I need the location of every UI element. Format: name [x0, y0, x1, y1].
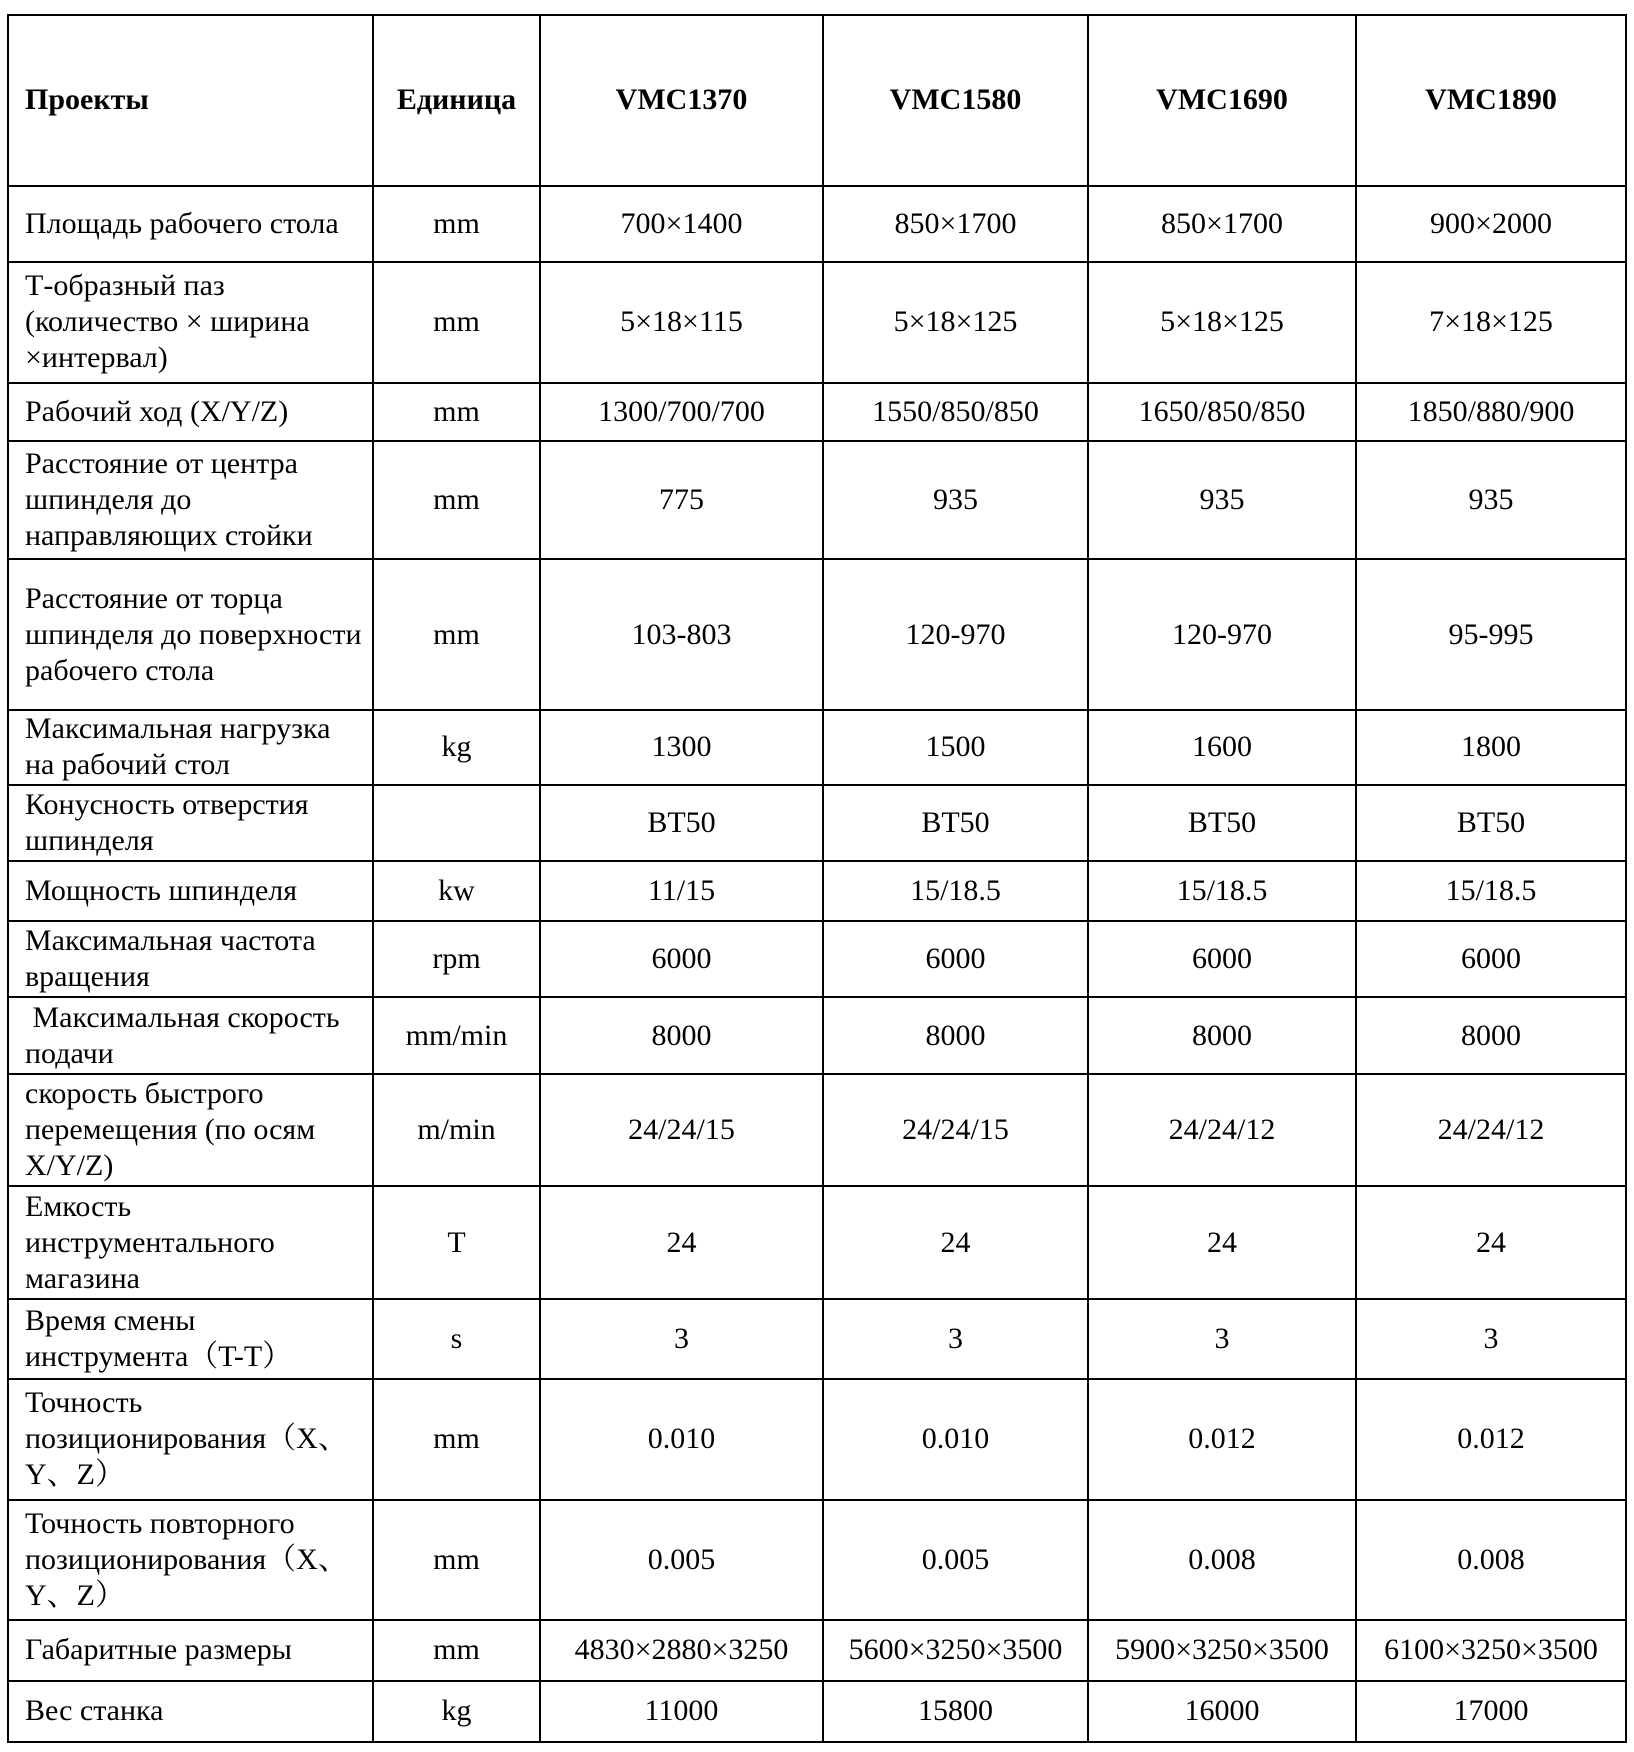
table-row [8, 1681, 1626, 1742]
value-cell: 0.010 [540, 1379, 823, 1500]
spec-table [7, 14, 1627, 1743]
unit-cell [373, 785, 540, 861]
param-cell: Точность повторного позиционирования（X、Y、Z） [8, 1500, 373, 1621]
value-cell: 1550/850/850 [823, 383, 1088, 441]
value-cell: 5×18×125 [823, 262, 1088, 383]
value-cell: BT50 [823, 785, 1088, 861]
value-cell: 0.012 [1088, 1379, 1356, 1500]
value-cell: 15/18.5 [1088, 861, 1356, 921]
param-cell: Конусность отверстия шпинделя [8, 785, 373, 861]
unit-cell: mm [373, 559, 540, 710]
table-row [8, 559, 1626, 710]
value-cell: 6100×3250×3500 [1356, 1620, 1626, 1680]
value-cell: 15/18.5 [1356, 861, 1626, 921]
header-cell-vmc1370: VMC1370 [540, 15, 823, 186]
value-cell: 8000 [540, 997, 823, 1073]
value-cell: 1650/850/850 [1088, 383, 1356, 441]
unit-cell: mm [373, 262, 540, 383]
header-cell-vmc1580: VMC1580 [823, 15, 1088, 186]
value-cell: 24/24/15 [823, 1074, 1088, 1187]
value-cell: BT50 [1356, 785, 1626, 861]
value-cell: 0.008 [1356, 1500, 1626, 1621]
value-cell: 8000 [823, 997, 1088, 1073]
value-cell: BT50 [540, 785, 823, 861]
param-cell: Точность позиционирования（X、Y、Z） [8, 1379, 373, 1500]
value-cell: 3 [1356, 1299, 1626, 1379]
value-cell: 24 [1356, 1186, 1626, 1299]
value-cell: 103-803 [540, 559, 823, 710]
unit-cell: mm/min [373, 997, 540, 1073]
table-row [8, 861, 1626, 921]
unit-cell: mm [373, 441, 540, 560]
param-cell: Т-образный паз (количество × ширина ×интервал) [8, 262, 373, 383]
header-row [8, 15, 1626, 186]
param-cell: Мощность шпинделя [8, 861, 373, 921]
value-cell: 11000 [540, 1681, 823, 1742]
param-cell: Расстояние от торца шпинделя до поверхности рабочего стола [8, 559, 373, 710]
unit-cell: mm [373, 1500, 540, 1621]
value-cell: 850×1700 [823, 186, 1088, 262]
table-row [8, 383, 1626, 441]
value-cell: 24/24/15 [540, 1074, 823, 1187]
value-cell: 3 [1088, 1299, 1356, 1379]
value-cell: 935 [1356, 441, 1626, 560]
value-cell: 1800 [1356, 710, 1626, 784]
value-cell: 0.010 [823, 1379, 1088, 1500]
table-row [8, 1379, 1626, 1500]
unit-cell: kg [373, 1681, 540, 1742]
value-cell: 24 [823, 1186, 1088, 1299]
value-cell: 3 [540, 1299, 823, 1379]
table-row [8, 1186, 1626, 1299]
header-cell-vmc1690: VMC1690 [1088, 15, 1356, 186]
param-cell: Максимальная нагрузка на рабочий стол [8, 710, 373, 784]
value-cell: 120-970 [1088, 559, 1356, 710]
table-row [8, 710, 1626, 784]
value-cell: 935 [823, 441, 1088, 560]
unit-cell: m/min [373, 1074, 540, 1187]
table-row [8, 1074, 1626, 1187]
value-cell: 8000 [1088, 997, 1356, 1073]
table-row [8, 1620, 1626, 1680]
param-cell: Площадь рабочего стола [8, 186, 373, 262]
value-cell: 6000 [823, 921, 1088, 997]
param-cell: Максимальная частота вращения [8, 921, 373, 997]
unit-cell: s [373, 1299, 540, 1379]
value-cell: 17000 [1356, 1681, 1626, 1742]
unit-cell: rpm [373, 921, 540, 997]
value-cell: 11/15 [540, 861, 823, 921]
param-cell: Емкость инструментального магазина [8, 1186, 373, 1299]
value-cell: 16000 [1088, 1681, 1356, 1742]
param-cell: Максимальная скорость подачи [8, 997, 373, 1073]
value-cell: 935 [1088, 441, 1356, 560]
value-cell: 775 [540, 441, 823, 560]
value-cell: 5600×3250×3500 [823, 1620, 1088, 1680]
param-cell: скорость быстрого перемещения (по осям X/Y/Z) [8, 1074, 373, 1187]
value-cell: 1850/880/900 [1356, 383, 1626, 441]
value-cell: 1300 [540, 710, 823, 784]
unit-cell: mm [373, 383, 540, 441]
table-row [8, 262, 1626, 383]
unit-cell: T [373, 1186, 540, 1299]
value-cell: 0.008 [1088, 1500, 1356, 1621]
value-cell: 5×18×115 [540, 262, 823, 383]
value-cell: 120-970 [823, 559, 1088, 710]
value-cell: 0.012 [1356, 1379, 1626, 1500]
value-cell: 95-995 [1356, 559, 1626, 710]
header-cell-unit: Единица [373, 15, 540, 186]
param-cell: Габаритные размеры [8, 1620, 373, 1680]
table-row [8, 921, 1626, 997]
param-cell: Вес станка [8, 1681, 373, 1742]
unit-cell: kw [373, 861, 540, 921]
table-row [8, 997, 1626, 1073]
value-cell: 0.005 [823, 1500, 1088, 1621]
value-cell: 5900×3250×3500 [1088, 1620, 1356, 1680]
param-cell: Рабочий ход (X/Y/Z) [8, 383, 373, 441]
value-cell: 900×2000 [1356, 186, 1626, 262]
value-cell: BT50 [1088, 785, 1356, 861]
unit-cell: mm [373, 1379, 540, 1500]
value-cell: 1300/700/700 [540, 383, 823, 441]
unit-cell: kg [373, 710, 540, 784]
value-cell: 6000 [1356, 921, 1626, 997]
table-row [8, 1500, 1626, 1621]
value-cell: 6000 [1088, 921, 1356, 997]
value-cell: 15/18.5 [823, 861, 1088, 921]
value-cell: 8000 [1356, 997, 1626, 1073]
value-cell: 7×18×125 [1356, 262, 1626, 383]
value-cell: 24/24/12 [1356, 1074, 1626, 1187]
table-row [8, 785, 1626, 861]
value-cell: 1500 [823, 710, 1088, 784]
value-cell: 1600 [1088, 710, 1356, 784]
value-cell: 700×1400 [540, 186, 823, 262]
param-cell: Расстояние от центра шпинделя до направляющих стойки [8, 441, 373, 560]
spec-table-body [8, 15, 1626, 1742]
value-cell: 24/24/12 [1088, 1074, 1356, 1187]
value-cell: 6000 [540, 921, 823, 997]
table-row [8, 1299, 1626, 1379]
header-cell-projects: Проекты [8, 15, 373, 186]
value-cell: 850×1700 [1088, 186, 1356, 262]
table-row [8, 186, 1626, 262]
value-cell: 24 [1088, 1186, 1356, 1299]
value-cell: 0.005 [540, 1500, 823, 1621]
value-cell: 24 [540, 1186, 823, 1299]
value-cell: 3 [823, 1299, 1088, 1379]
param-cell: Время смены инструмента（T-T） [8, 1299, 373, 1379]
value-cell: 4830×2880×3250 [540, 1620, 823, 1680]
unit-cell: mm [373, 1620, 540, 1680]
header-cell-vmc1890: VMC1890 [1356, 15, 1626, 186]
value-cell: 15800 [823, 1681, 1088, 1742]
table-row [8, 441, 1626, 560]
value-cell: 5×18×125 [1088, 262, 1356, 383]
unit-cell: mm [373, 186, 540, 262]
